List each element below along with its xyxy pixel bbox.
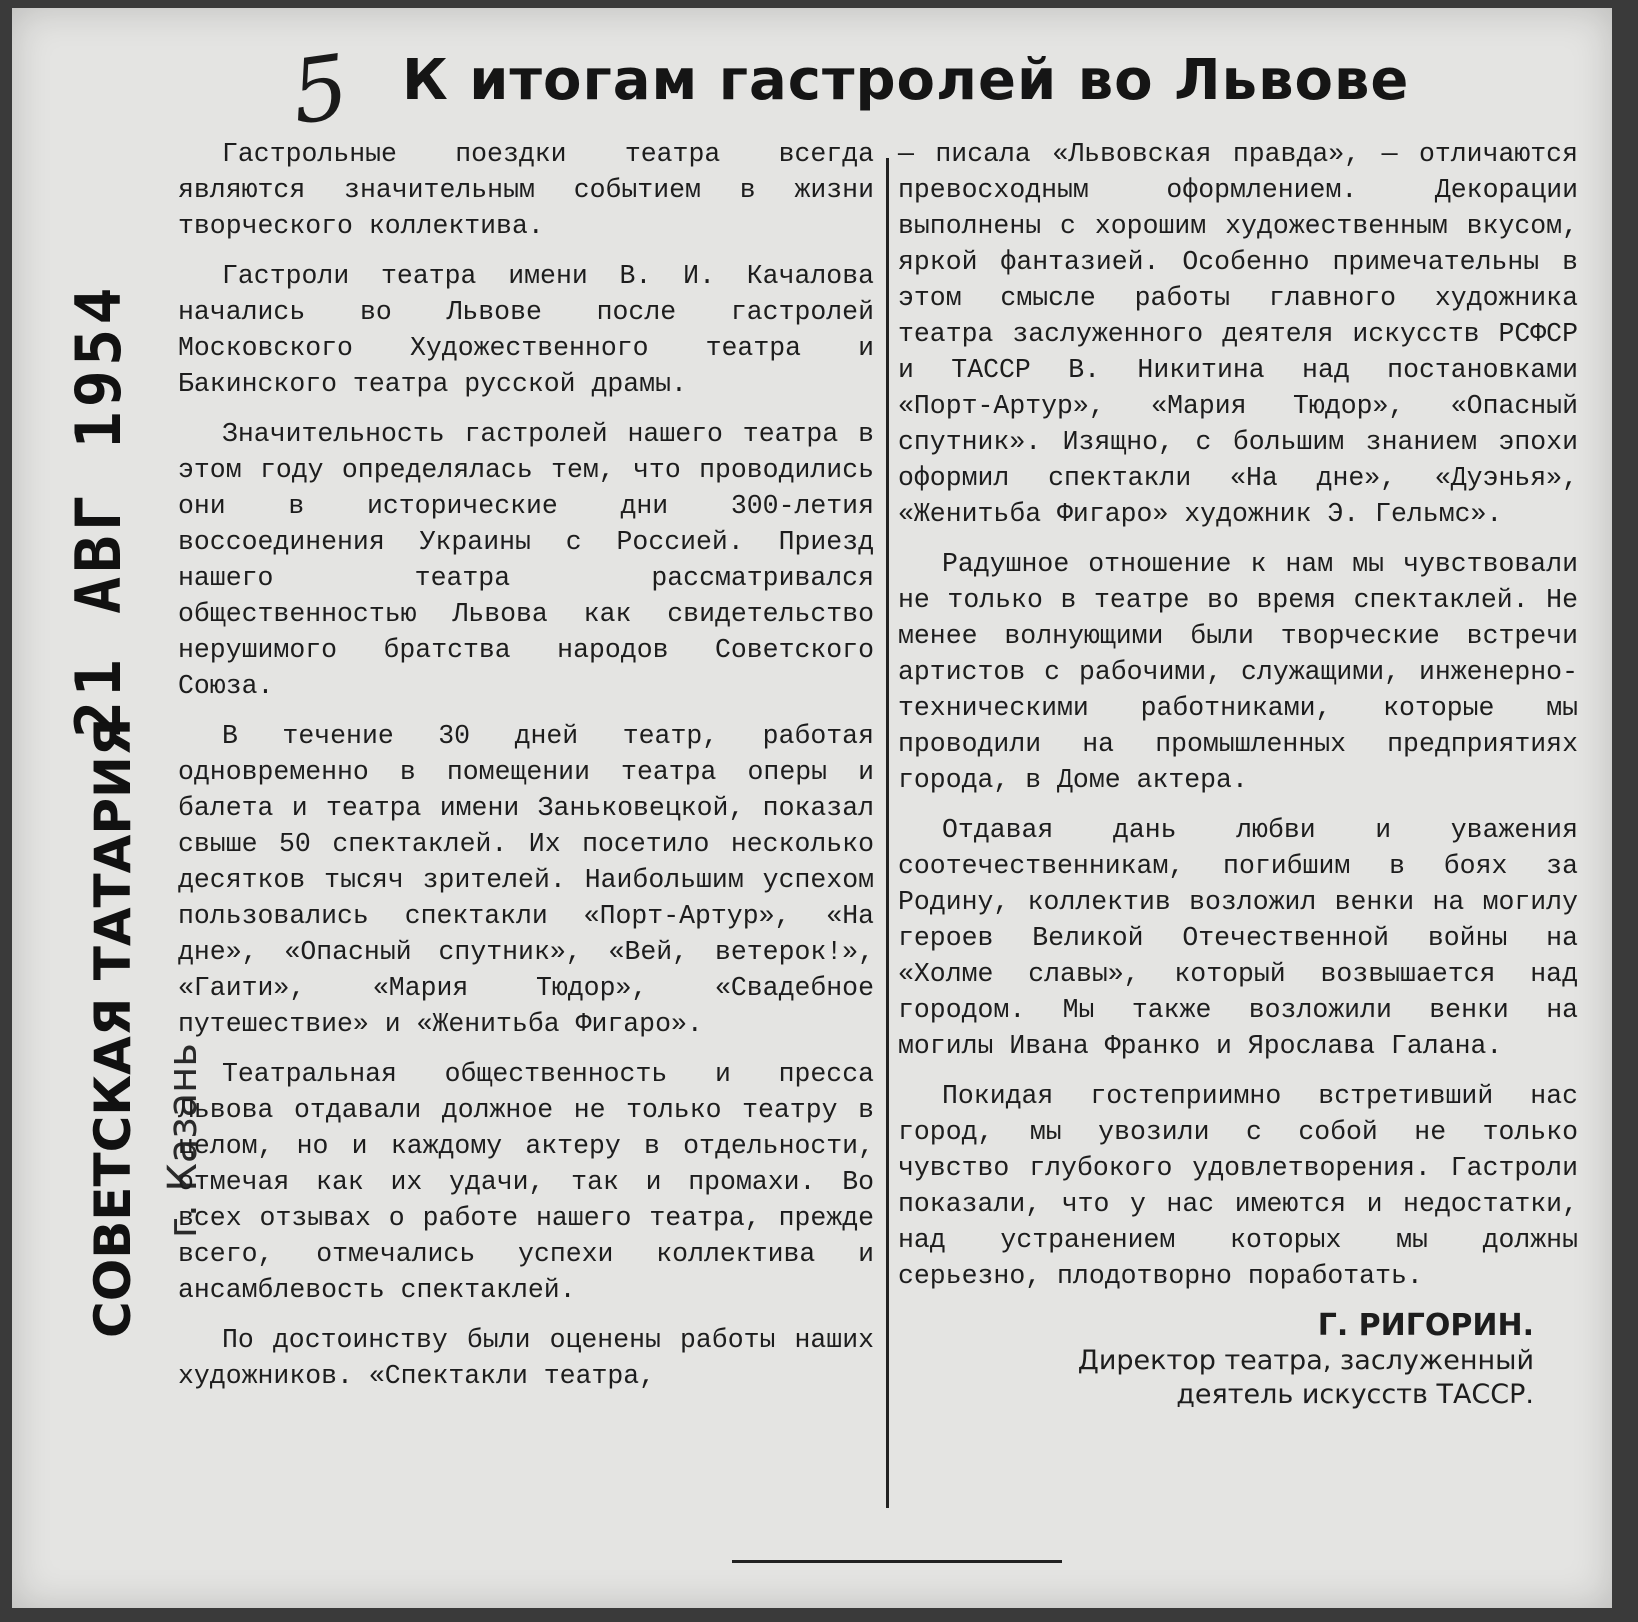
column-divider — [886, 158, 889, 1508]
paragraph: Значительность гастролей нашего театра в этом году определялась тем, что проводились они в исторические дни 300-летия воссоединения Украины с Россией. Приезд нашего театра рассматривался общественностью Львова как свидетельство нерушимого братства народов Советского Союза. — [178, 419, 874, 701]
article-column-right — [898, 136, 1578, 1412]
author-role-line-1: Директор театра, заслуженный — [1077, 1345, 1534, 1376]
handwritten-page-number: 5 — [285, 34, 355, 145]
city-stamp: г. Казань — [160, 1043, 206, 1238]
paragraph: Покидая гостеприимно встретивший нас город, мы увозили с собой не только чувство глубокого удовлетворения. Гастроли показали, что у нас имеются и недостатки, над устранением которых мы должны серьезно, плодотворно поработать. — [898, 1081, 1578, 1291]
paragraph: Отдавая дань любви и уважения соотечественникам, погибшим в боях за Родину, коллектив возложил венки на могилу героев Великой Отечественной войны на «Холме славы», который возвышается над городом. Мы также возложили венки на могилы Ивана Франко и Ярослава Галана. — [898, 815, 1578, 1061]
article-column-left — [178, 136, 874, 1408]
paragraph: — писала «Львовская правда», — отличаются превосходным оформлением. Декорации выполнены с хорошим художественным вкусом, яркой фантазией. Особенно примечательны в этом смысле работы главного художника театра заслуженного деятеля искусств РСФСР и ТАССР В. Никитина над постановками «Порт-Артур», «Мария Тюдор», «Опасный спутник». Изящно, с большим знанием эпохи оформил спектакли «На дне», «Дуэнья», «Женитьба Фигаро» художник Э. Гельмс». — [898, 139, 1578, 529]
author-signature: Г. РИГОРИН. — [1317, 1308, 1534, 1343]
newspaper-stamp: СОВЕТСКАЯ ТАТАРИЯ — [84, 717, 142, 1338]
bottom-rule — [732, 1560, 1062, 1563]
date-stamp: 21 АВГ 1954 — [62, 283, 135, 738]
newspaper-clipping — [12, 8, 1612, 1608]
paragraph: По достоинству были оценены работы наших художников. «Спектакли театра, — [178, 1325, 874, 1391]
paragraph: Гастроли театра имени В. И. Качалова начались во Львове после гастролей Московского Художественного театра и Бакинского театра русской драмы. — [178, 261, 874, 399]
paragraph: Театральная общественность и пресса Львова отдавали должное не только театру в целом, но и каждому актеру в отдельности, отмечая как их удачи, так и промахи. Во всех отзывах о работе нашего театра, прежде всего, отмечались успехи коллектива и ансамблевость спектаклей. — [178, 1059, 874, 1305]
paragraph: Радушное отношение к нам мы чувствовали не только в театре во время спектаклей. Не менее волнующими были творческие встречи артистов с рабочими, служащими, инженерно-техническими работниками, которые мы проводили на промышленных предприятиях города, в Доме актера. — [898, 549, 1578, 795]
author-role-line-2: деятель искусств ТАССР. — [1176, 1379, 1534, 1410]
paragraph: Гастрольные поездки театра всегда являются значительным событием в жизни творческого коллектива. — [178, 139, 874, 241]
article-title: К итогам гастролей во Львове — [402, 48, 1410, 113]
paragraph: В течение 30 дней театр, работая одновременно в помещении театра оперы и балета и театра имени Заньковецкой, показал свыше 50 спектаклей. Их посетило несколько десятков тысяч зрителей. Наибольшим успехом пользовались спектакли «Порт-Артур», «На дне», «Опасный спутник», «Вей, ветерок!», «Гаити», «Мария Тюдор», «Свадебное путешествие» и «Женитьба Фигаро». — [178, 721, 874, 1039]
